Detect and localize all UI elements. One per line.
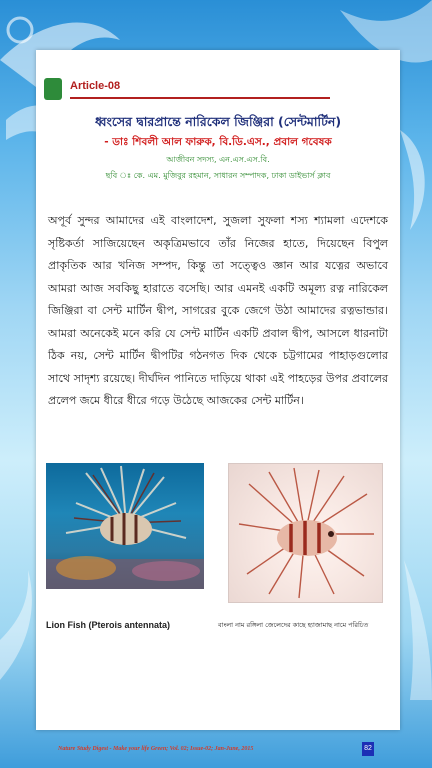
society-logo-icon <box>44 78 62 100</box>
article-label: Article-08 <box>70 80 121 92</box>
photo-caption-english: Lion Fish (Pterois antennata) <box>46 620 171 630</box>
header-divider <box>70 97 330 99</box>
footer <box>0 738 432 760</box>
footer-journal-line: Nature Study Digest - Make your life Green; Vol. 02; Issue-02; Jan-June, 2015 <box>58 746 254 752</box>
article-header <box>44 78 394 102</box>
lionfish-photo-right <box>228 463 383 603</box>
author-line: - ডাঃ শিবলী আল ফারুক, বি.ডি.এস., প্রবাল গবেষক <box>104 136 332 148</box>
article-title: ধ্বংসের দ্বারপ্রান্তে নারিকেল জিঞ্জিরা (সেন্টমার্টিন) <box>94 114 342 129</box>
membership-line: আজীবন সদস্য, এন.এস.এস.বি. <box>166 155 270 164</box>
lionfish-photo-left <box>46 463 204 589</box>
page-number: 82 <box>362 742 374 756</box>
photo-credit: ছবি ঃ কে. এম. মুজিবুর রহমান, সাধারন সম্পাদক, ঢাকা ডাইভার্স ক্লাব <box>105 171 331 180</box>
photo-caption-bangla: বাংলা নাম রঙ্গিলা জেলেদের কাছে হ্যাজামাছ নামে পরিচিত <box>218 621 369 629</box>
article-body: অপূর্ব সুন্দর আমাদের এই বাংলাদেশ, সুজলা সুফলা শস্য শ্যামলা এদেশকে সৃষ্টিকর্তা সাজিয়েছেন অকৃত্রিমভাবে তাঁর নিজের হাতে, দিয়েছেন বিপুল প্রাকৃতিক আর খনিজ সম্পদ, কিন্তু তা সত্ত্বেও জ্ঞান আর যত্নের অভাবে আমরা আজ সবকিছু হারাতে বসেছি। আর এমনই একটি অমূল্য রত্ন নারিকেল জিঞ্জিরা বা সেন্ট মার্টিন দ্বীপ, সাগরের বুকে জেগে উঠা আমাদের রত্নভান্ডার। আমরা অনেকেই মনে করি যে সেন্ট মার্টিন একটি প্রবাল দ্বীপ, আসলে ধারনাটা ঠিক নয়, সেন্ট মার্টিন দ্বীপটির গঠনগত দিক থেকে চট্টগামের পাহাড়গুলোর সাথে সাদৃশ্য রয়েছে। দীর্ঘদিন পানিতে দাড়িয়ে থাকা এই পাহড়ের উপর প্রবালের প্রলেপ জমে ধীরে ধীরে গড়ে উঠেছে আজকের সেন্ট মার্টিন। <box>48 214 388 407</box>
article-page <box>36 50 400 730</box>
